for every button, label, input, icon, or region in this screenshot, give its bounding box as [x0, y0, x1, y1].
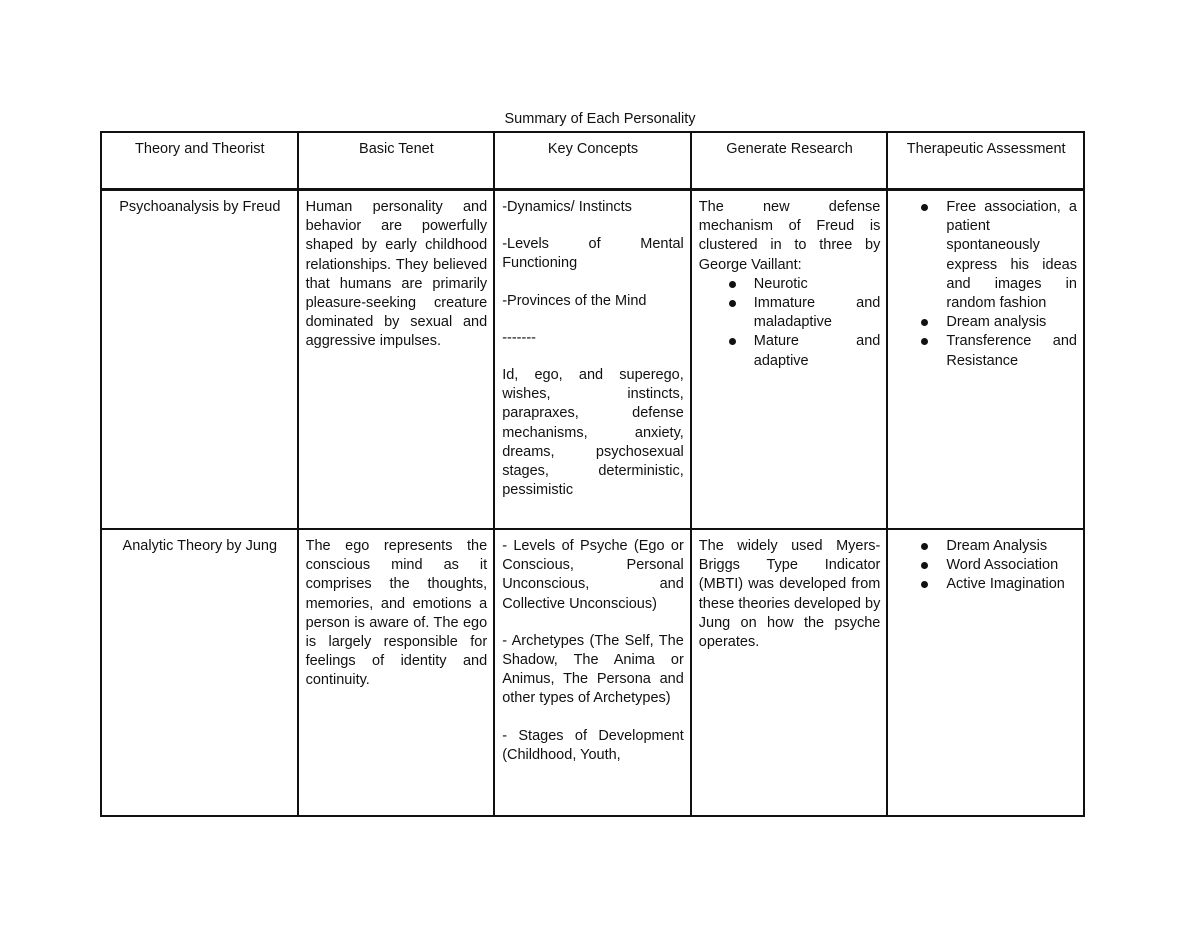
concept-item: - Levels of Psyche (Ego or Conscious, Personal Unconscious, and Collective Unconscious): [502, 538, 684, 612]
bullet-icon: [729, 338, 736, 345]
concept-item: -------: [502, 329, 536, 346]
list-item: [699, 332, 881, 370]
table-row: [101, 529, 1084, 816]
concept-item: - Archetypes (The Self, The Shadow, The Anima or Animus, The Persona and other types of Archetypes): [502, 632, 684, 707]
list-item-text: Word Association: [946, 557, 1059, 574]
list-item: [895, 575, 1077, 594]
header-tenet: Basic Tenet: [298, 132, 495, 190]
table-row: [101, 190, 1084, 530]
concept-item: - Stages of Development (Childhood, Youth,: [502, 727, 684, 763]
therapy-cell: [887, 529, 1084, 816]
theory-cell: Psychoanalysis by Freud: [101, 190, 298, 530]
bullet-icon: [921, 204, 928, 211]
research-cell: The widely used Myers-Briggs Type Indicator (MBTI) was developed from these theories developed by Jung on how the psyche operates.: [691, 529, 888, 816]
research-list: [699, 275, 881, 371]
personality-summary-table: [100, 131, 1085, 817]
bullet-icon: [729, 300, 736, 307]
list-item: [895, 332, 1077, 370]
tenet-cell: Human personality and behavior are powerfully shaped by early childhood relationships. They believed that humans are primarily pleasure-seeking creature dominated by sexual and aggressive impulses.: [298, 190, 495, 530]
list-item: [699, 294, 881, 332]
list-item-text: Transference and Resistance: [946, 333, 1077, 369]
concepts-clip: [502, 537, 684, 765]
header-research: Generate Research: [691, 132, 888, 190]
concepts-cell: [494, 190, 691, 530]
list-item: [895, 537, 1077, 556]
header-theory: Theory and Theorist: [101, 132, 298, 190]
bullet-icon: [921, 338, 928, 345]
document-title: Summary of Each Personality: [504, 111, 696, 127]
header-therapy: Therapeutic Assessment: [887, 132, 1084, 190]
header-concepts: Key Concepts: [494, 132, 691, 190]
therapy-cell: [887, 190, 1084, 530]
concepts-cell: [494, 529, 691, 816]
list-item-text: Neurotic: [753, 275, 808, 292]
bullet-icon: [729, 281, 736, 288]
tenet-cell: The ego represents the conscious mind as it comprises the thoughts, memories, and emotions a person is aware of. The ego is largely responsible for feelings of identity and continuity.: [298, 529, 495, 816]
list-item-text: Mature and adaptive: [753, 333, 881, 369]
bullet-icon: [921, 543, 928, 550]
therapy-list: [895, 198, 1077, 371]
research-intro: The new defense mechanism of Freud is clustered in to three by George Vaillant:: [698, 199, 881, 273]
bullet-icon: [921, 562, 928, 569]
list-item-text: Active Imagination: [946, 576, 1065, 593]
list-item-text: Dream analysis: [946, 314, 1047, 331]
list-item: [895, 556, 1077, 575]
list-item: [895, 198, 1077, 313]
list-item-text: Immature and maladaptive: [753, 295, 881, 331]
bullet-icon: [921, 581, 928, 588]
concept-item: -Provinces of the Mind: [502, 292, 647, 309]
bullet-icon: [921, 319, 928, 326]
table-header-row: [101, 132, 1084, 190]
concept-item: -Levels of Mental Functioning: [502, 236, 684, 272]
list-item-text: Free association, a patient spontaneously express his ideas and images in random fashion: [946, 199, 1077, 312]
research-cell: [691, 190, 888, 530]
concept-item: Id, ego, and superego, wishes, instincts, parapraxes, defense mechanisms, anxiety, dreams, psychosexual stages, deterministic, pessimistic: [502, 367, 684, 499]
list-item-text: Dream Analysis: [946, 538, 1048, 554]
concept-item: -Dynamics/ Instincts: [502, 199, 632, 215]
list-item: [895, 313, 1077, 332]
therapy-list: [895, 537, 1077, 595]
theory-cell: Analytic Theory by Jung: [101, 529, 298, 816]
list-item: [699, 275, 881, 294]
